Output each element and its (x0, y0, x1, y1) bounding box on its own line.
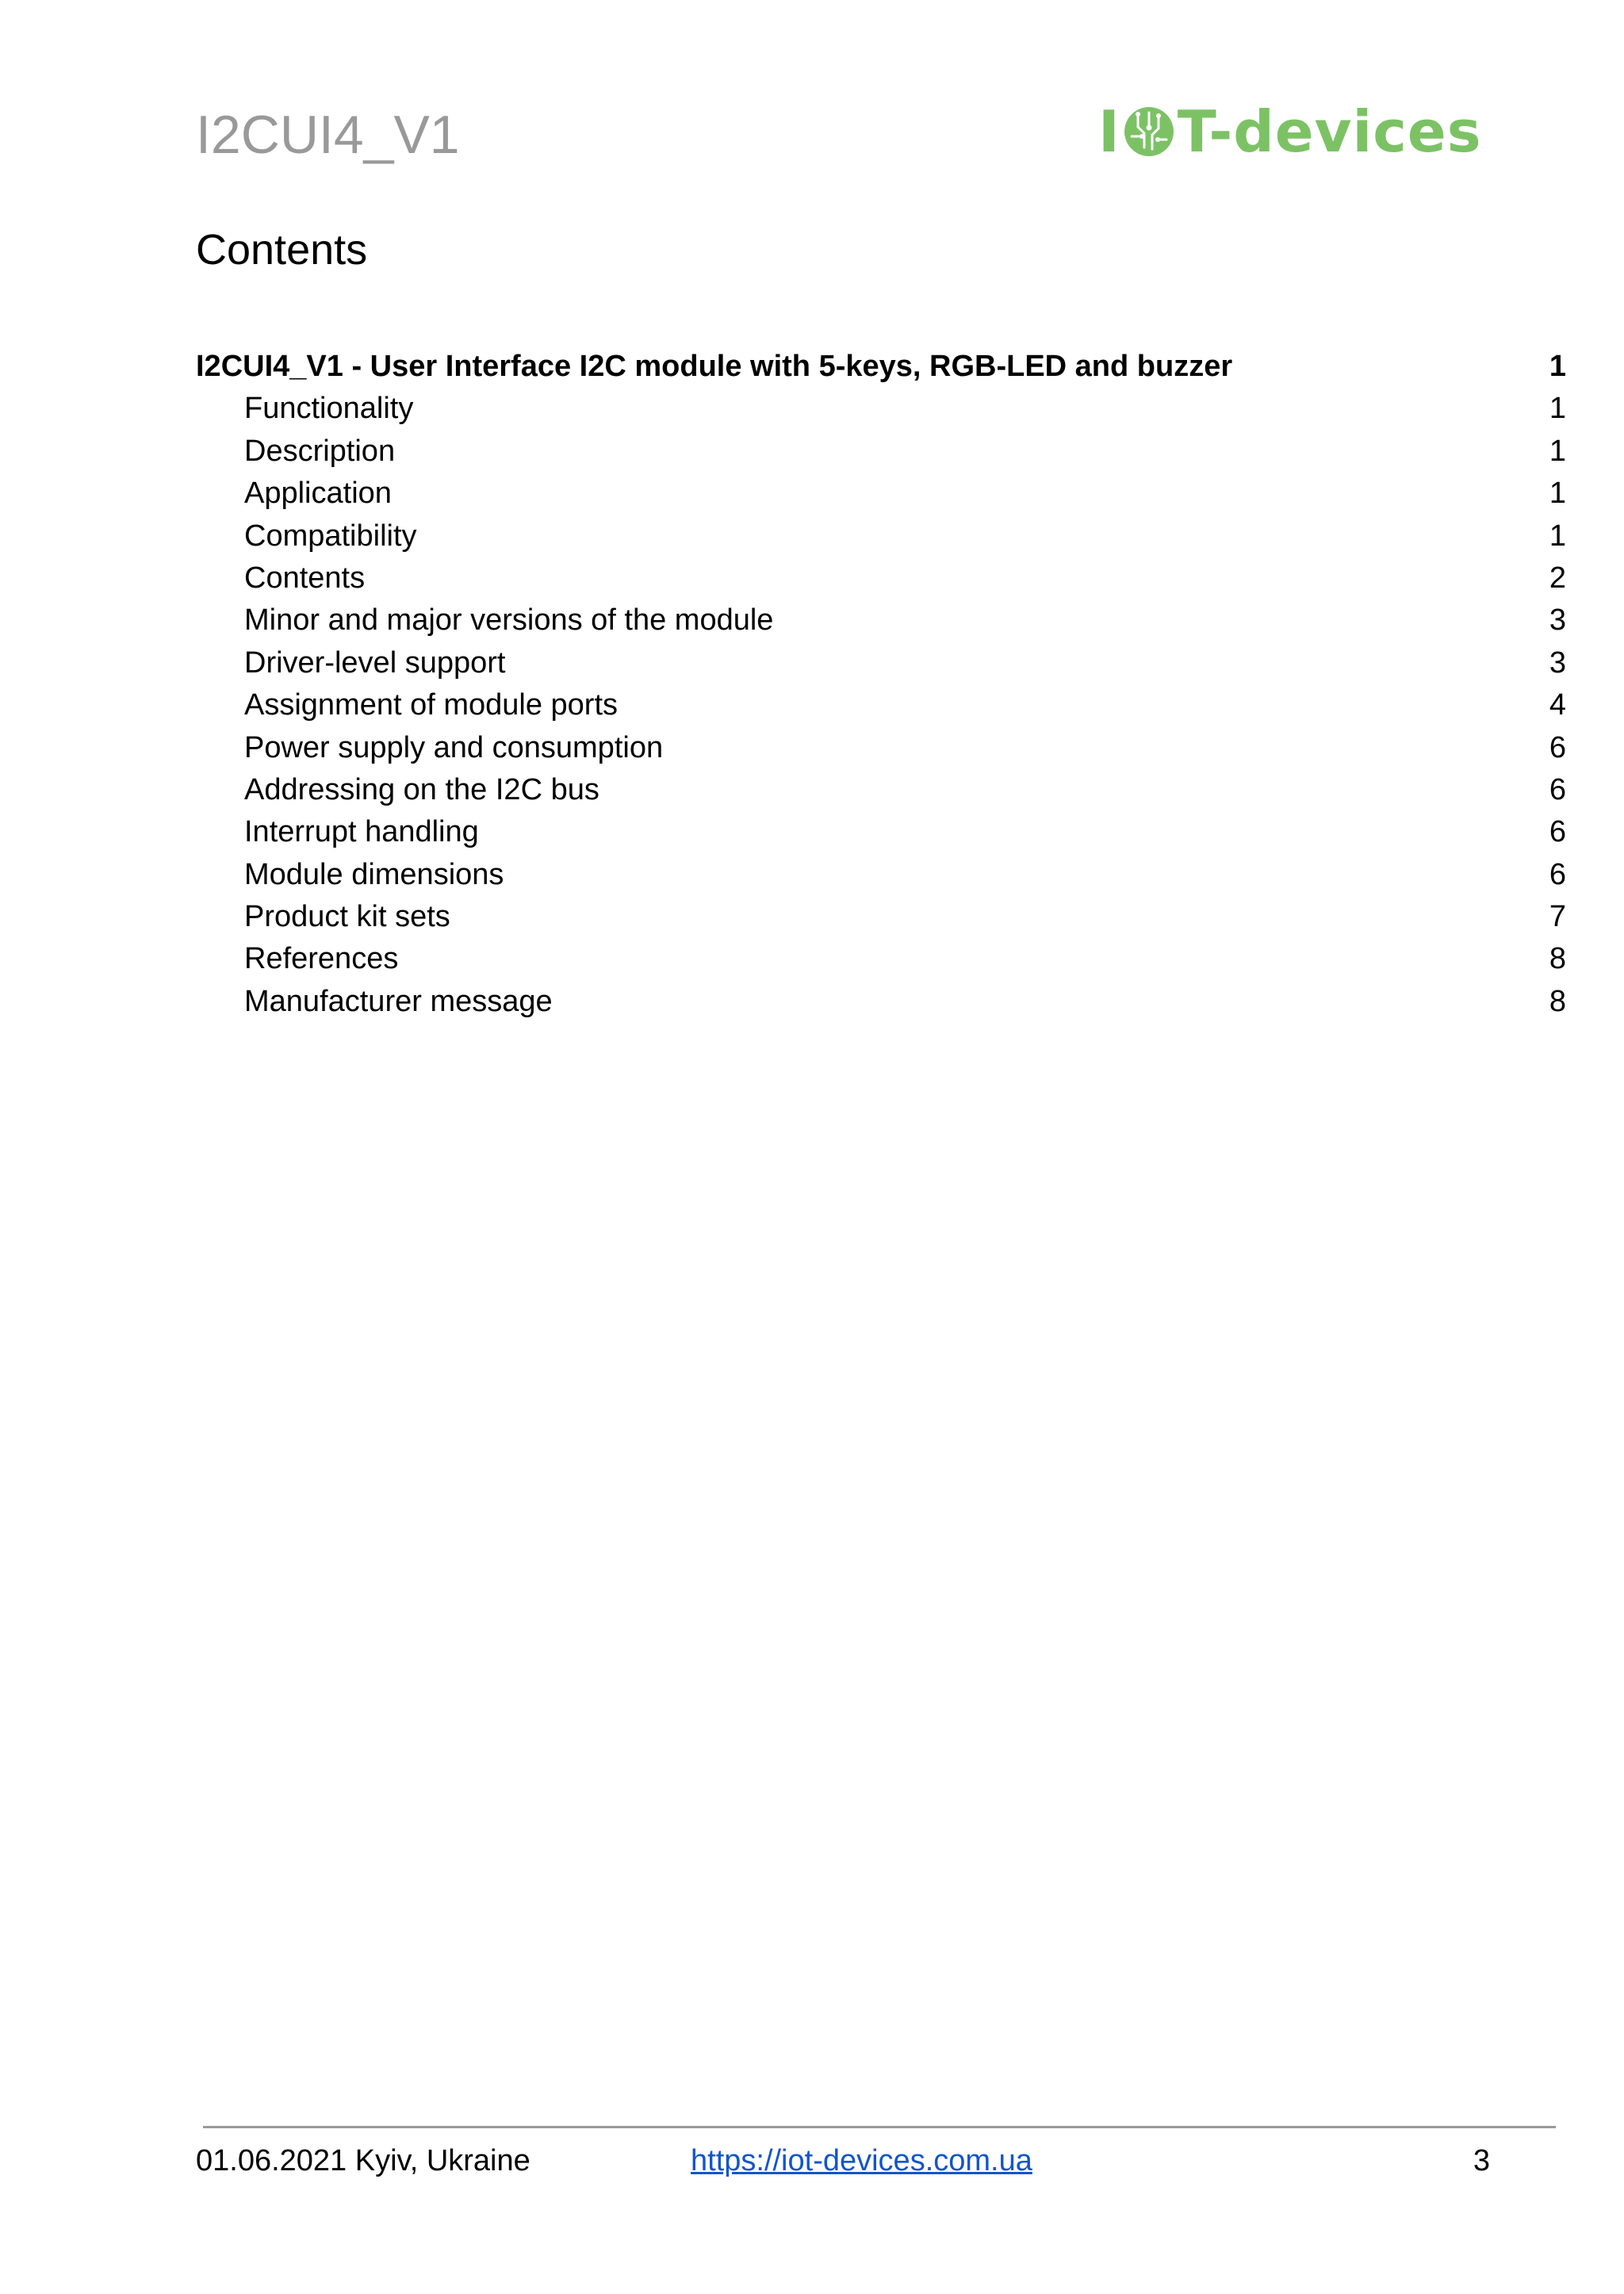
toc-entry-port-assignment[interactable] (196, 684, 1566, 726)
contents-heading: Contents (196, 226, 368, 274)
toc-entry-label: Assignment of module ports (244, 688, 619, 722)
toc-entry-label: Application (244, 477, 392, 511)
toc-entry-page: 3 (1549, 645, 1566, 680)
circuit-chip-icon (1122, 105, 1176, 159)
toc-entry-label: Addressing on the I2C bus (244, 772, 599, 806)
table-of-contents (196, 346, 1566, 1023)
toc-entry-label: Product kit sets (244, 900, 450, 934)
toc-entry-label: Contents (244, 561, 366, 595)
toc-entry-references[interactable] (196, 938, 1566, 980)
toc-entry-label: Power supply and consumption (244, 730, 664, 764)
toc-entry-page: 1 (1549, 392, 1566, 426)
footer-page-number: 3 (1473, 2144, 1490, 2177)
footer-date-location: 01.06.2021 Kyiv, Ukraine (196, 2144, 530, 2177)
toc-entry-label: Driver-level support (244, 645, 506, 680)
toc-entry-label: Manufacturer message (244, 984, 553, 1018)
toc-entry-page: 6 (1549, 730, 1566, 764)
toc-entry-label: Interrupt handling (244, 815, 479, 849)
toc-entry-label: Description (244, 434, 396, 468)
logo-text-start: I (1098, 98, 1120, 165)
footer-divider (203, 2126, 1556, 2128)
toc-entry-manufacturer-message[interactable] (196, 981, 1566, 1023)
document-title: I2CUI4_V1 (196, 105, 460, 165)
toc-entry-page: 6 (1549, 772, 1566, 806)
toc-entry-page: 6 (1549, 815, 1566, 849)
toc-entry-label: Minor and major versions of the module (244, 603, 774, 638)
toc-entry-description[interactable] (196, 431, 1566, 473)
toc-entry-label: I2CUI4_V1 - User Interface I2C module with 5-keys, RGB-LED and buzzer (196, 350, 1233, 383)
toc-entry-interrupt-handling[interactable] (196, 811, 1566, 853)
toc-entry-label: Module dimensions (244, 857, 504, 891)
toc-entry-driver-support[interactable] (196, 642, 1566, 684)
company-logo (1098, 100, 1507, 163)
toc-entry-versions[interactable] (196, 599, 1566, 641)
toc-entry-product-kits[interactable] (196, 896, 1566, 938)
page-footer (196, 2141, 1490, 2181)
logo-text-end: T-devices (1177, 98, 1482, 165)
toc-entry-page: 2 (1549, 561, 1566, 595)
toc-entry-label: References (244, 942, 399, 976)
toc-entry-application[interactable] (196, 473, 1566, 515)
toc-entry-page: 1 (1549, 350, 1566, 383)
toc-entry-page: 8 (1549, 984, 1566, 1018)
toc-entry-page: 1 (1549, 519, 1566, 553)
toc-entry-page: 8 (1549, 942, 1566, 976)
toc-entry-page: 1 (1549, 434, 1566, 468)
toc-entry-label: Functionality (244, 392, 414, 426)
toc-entry-page: 3 (1549, 603, 1566, 638)
toc-entry-page: 1 (1549, 477, 1566, 511)
toc-entry-module-dimensions[interactable] (196, 854, 1566, 896)
toc-entry-compatibility[interactable] (196, 515, 1566, 557)
toc-entry-i2c-addressing[interactable] (196, 769, 1566, 811)
toc-entry-page: 6 (1549, 857, 1566, 891)
toc-entry-title[interactable] (196, 346, 1566, 388)
toc-entry-label: Compatibility (244, 519, 417, 553)
toc-entry-functionality[interactable] (196, 388, 1566, 430)
toc-entry-page: 7 (1549, 900, 1566, 934)
toc-entry-page: 4 (1549, 688, 1566, 722)
toc-entry-contents[interactable] (196, 557, 1566, 599)
footer-website-link[interactable]: https://iot-devices.com.ua (691, 2144, 1032, 2177)
toc-entry-power-supply[interactable] (196, 727, 1566, 769)
